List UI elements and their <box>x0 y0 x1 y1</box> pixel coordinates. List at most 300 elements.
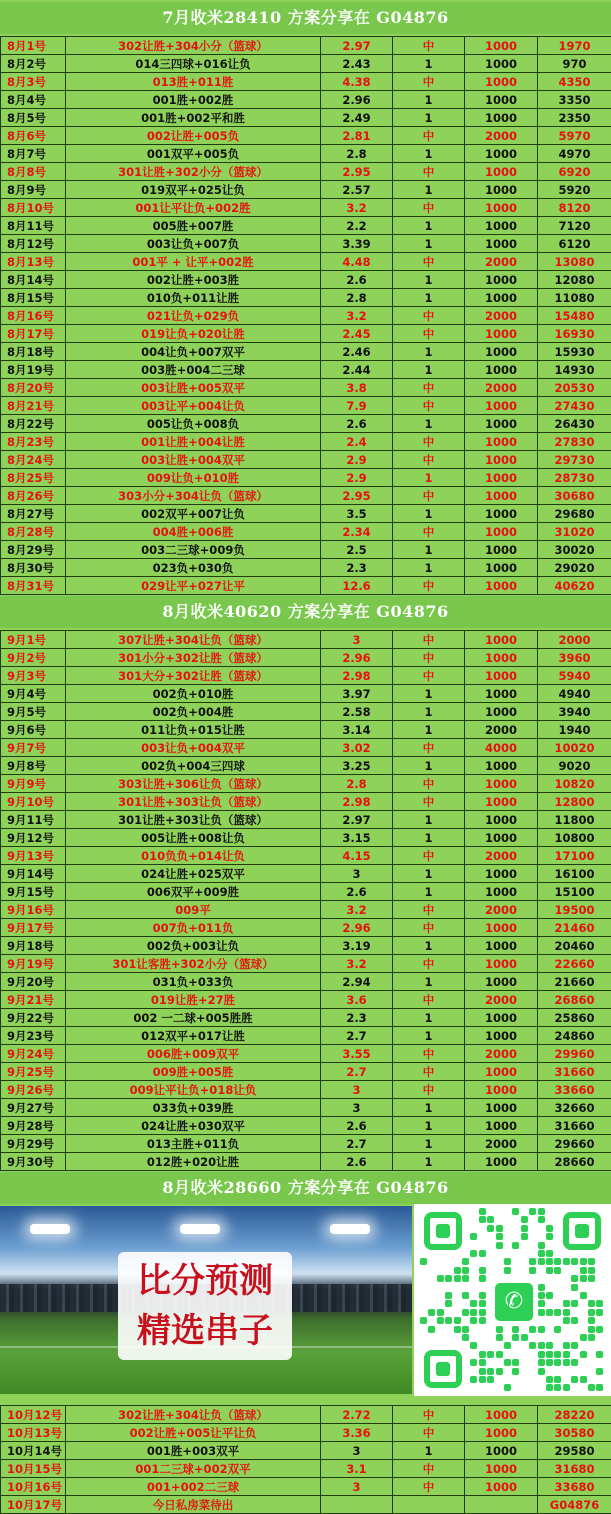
odds-cell: 2.8 <box>321 775 393 793</box>
date-cell: 9月25号 <box>1 1063 66 1081</box>
table-row <box>1 1460 611 1478</box>
stake-cell: 1000 <box>465 1117 538 1135</box>
result-cell: 1 <box>393 685 465 703</box>
date-cell: 9月1号 <box>1 631 66 649</box>
bet-cell: 009让平让负+018让负 <box>66 1081 321 1099</box>
stake-cell: 1000 <box>465 811 538 829</box>
stake-cell: 1000 <box>465 649 538 667</box>
result-cell: 中 <box>393 955 465 973</box>
bet-cell: 307让胜+304让负（篮球） <box>66 631 321 649</box>
table-row <box>1 937 611 955</box>
result-cell: 中 <box>393 163 465 181</box>
date-cell: 9月13号 <box>1 847 66 865</box>
stake-cell: 1000 <box>465 1027 538 1045</box>
odds-cell: 4.38 <box>321 73 393 91</box>
table-october <box>0 1405 611 1514</box>
table-row <box>1 361 611 379</box>
odds-cell: 3.2 <box>321 199 393 217</box>
table-row <box>1 1045 611 1063</box>
stake-cell: 1000 <box>465 217 538 235</box>
date-cell: 8月1号 <box>1 37 66 55</box>
result-cell: 中 <box>393 1045 465 1063</box>
total-cell: 2000 <box>538 631 611 649</box>
bet-cell: 003让负+007负 <box>66 235 321 253</box>
result-cell: 中 <box>393 901 465 919</box>
date-cell: 8月27号 <box>1 505 66 523</box>
result-cell: 中 <box>393 523 465 541</box>
section-title-3: 8月收米28660 方案分享在 G04876 <box>0 1172 611 1204</box>
table-row <box>1 397 611 415</box>
table-row <box>1 163 611 181</box>
total-cell: 29660 <box>538 1135 611 1153</box>
bet-cell: 002负+010胜 <box>66 685 321 703</box>
stake-cell: 1000 <box>465 325 538 343</box>
bet-cell: 301大分+302让胜（篮球） <box>66 667 321 685</box>
bet-cell: 001+002二三球 <box>66 1478 321 1496</box>
bet-cell: 024让胜+025双平 <box>66 865 321 883</box>
bet-cell: 010负+011让胜 <box>66 289 321 307</box>
date-cell: 9月11号 <box>1 811 66 829</box>
stake-cell: 1000 <box>465 289 538 307</box>
total-cell: 26430 <box>538 415 611 433</box>
total-cell: 9020 <box>538 757 611 775</box>
date-cell: 8月24号 <box>1 451 66 469</box>
total-cell: 17100 <box>538 847 611 865</box>
result-cell: 中 <box>393 433 465 451</box>
table-row <box>1 739 611 757</box>
odds-cell: 2.9 <box>321 451 393 469</box>
stake-cell: 1000 <box>465 1009 538 1027</box>
total-cell: 1940 <box>538 721 611 739</box>
odds-cell: 2.9 <box>321 469 393 487</box>
date-cell: 8月25号 <box>1 469 66 487</box>
stake-cell: 1000 <box>465 235 538 253</box>
result-cell: 1 <box>393 91 465 109</box>
result-cell: 1 <box>393 1442 465 1460</box>
result-cell: 1 <box>393 541 465 559</box>
table-row <box>1 1442 611 1460</box>
odds-cell: 3.14 <box>321 721 393 739</box>
date-cell: 8月31号 <box>1 577 66 595</box>
bet-cell: 031负+033负 <box>66 973 321 991</box>
odds-cell: 2.6 <box>321 415 393 433</box>
table-row <box>1 541 611 559</box>
bet-cell: 001让胜+004让胜 <box>66 433 321 451</box>
date-cell: 9月2号 <box>1 649 66 667</box>
bet-cell: 001平 + 让平+002胜 <box>66 253 321 271</box>
stake-cell: 1000 <box>465 883 538 901</box>
date-cell: 8月21号 <box>1 397 66 415</box>
date-cell: 8月13号 <box>1 253 66 271</box>
total-cell: 31660 <box>538 1117 611 1135</box>
table-row <box>1 667 611 685</box>
stake-cell: 1000 <box>465 55 538 73</box>
table-row <box>1 847 611 865</box>
stake-cell: 1000 <box>465 505 538 523</box>
total-cell: 2350 <box>538 109 611 127</box>
table-row <box>1 1478 611 1496</box>
table-row <box>1 775 611 793</box>
total-cell: 6120 <box>538 235 611 253</box>
odds-cell: 4.15 <box>321 847 393 865</box>
result-cell: 中 <box>393 631 465 649</box>
date-cell: 8月22号 <box>1 415 66 433</box>
result-cell: 中 <box>393 847 465 865</box>
stake-cell: 1000 <box>465 181 538 199</box>
stake-cell: 1000 <box>465 865 538 883</box>
table-row <box>1 1496 611 1514</box>
date-cell: 10月13号 <box>1 1424 66 1442</box>
bet-cell: 301让胜+303让负（篮球） <box>66 811 321 829</box>
total-cell: 5970 <box>538 127 611 145</box>
odds-cell: 3 <box>321 1081 393 1099</box>
stake-cell: 1000 <box>465 1153 538 1171</box>
odds-cell: 2.97 <box>321 37 393 55</box>
odds-cell: 2.7 <box>321 1135 393 1153</box>
stake-cell: 1000 <box>465 685 538 703</box>
total-cell: 33660 <box>538 1081 611 1099</box>
odds-cell: 2.96 <box>321 919 393 937</box>
result-cell: 1 <box>393 469 465 487</box>
stake-cell: 1000 <box>465 1406 538 1424</box>
stake-cell: 1000 <box>465 361 538 379</box>
odds-cell: 2.46 <box>321 343 393 361</box>
odds-cell: 4.48 <box>321 253 393 271</box>
stake-cell: 2000 <box>465 1045 538 1063</box>
result-cell: 中 <box>393 577 465 595</box>
table-row <box>1 271 611 289</box>
odds-cell: 2.49 <box>321 109 393 127</box>
table-row <box>1 181 611 199</box>
date-cell: 10月12号 <box>1 1406 66 1424</box>
result-cell: 中 <box>393 307 465 325</box>
table-row <box>1 559 611 577</box>
total-cell: 20530 <box>538 379 611 397</box>
promo-line-2: 精选串子 <box>137 1311 273 1351</box>
bet-cell: 002让胜+005让平让负 <box>66 1424 321 1442</box>
table-row <box>1 91 611 109</box>
date-cell: 8月14号 <box>1 271 66 289</box>
total-cell: 31660 <box>538 1063 611 1081</box>
stadium-image <box>0 1206 412 1394</box>
odds-cell: 2.58 <box>321 703 393 721</box>
result-cell: 1 <box>393 505 465 523</box>
date-cell: 10月14号 <box>1 1442 66 1460</box>
bet-cell: 001让平让负+002胜 <box>66 199 321 217</box>
total-cell: 27830 <box>538 433 611 451</box>
result-cell: 中 <box>393 919 465 937</box>
bet-cell: 012双平+017让胜 <box>66 1027 321 1045</box>
odds-cell: 2.8 <box>321 145 393 163</box>
total-cell: 10820 <box>538 775 611 793</box>
total-cell: 28220 <box>538 1406 611 1424</box>
bet-cell: 003让平+004让负 <box>66 397 321 415</box>
stake-cell: 1000 <box>465 775 538 793</box>
bet-cell: 004胜+006胜 <box>66 523 321 541</box>
result-cell: 1 <box>393 289 465 307</box>
stake-cell: 1000 <box>465 1081 538 1099</box>
bet-cell: 013胜+011胜 <box>66 73 321 91</box>
table-row <box>1 649 611 667</box>
result-cell: 中 <box>393 793 465 811</box>
section-title-2: 8月收米40620 方案分享在 G04876 <box>0 596 611 628</box>
table-row <box>1 1117 611 1135</box>
table-row <box>1 631 611 649</box>
odds-cell: 2.57 <box>321 181 393 199</box>
total-cell: 6920 <box>538 163 611 181</box>
odds-cell: 3 <box>321 1442 393 1460</box>
bet-cell: 014三四球+016让负 <box>66 55 321 73</box>
total-cell: 28660 <box>538 1153 611 1171</box>
date-cell: 8月4号 <box>1 91 66 109</box>
result-cell: 1 <box>393 145 465 163</box>
bet-cell: 301让胜+303让负（篮球） <box>66 793 321 811</box>
table-row <box>1 577 611 595</box>
odds-cell: 3.2 <box>321 955 393 973</box>
result-cell: 1 <box>393 829 465 847</box>
table-row <box>1 883 611 901</box>
result-cell: 1 <box>393 181 465 199</box>
table-row <box>1 523 611 541</box>
result-cell: 1 <box>393 883 465 901</box>
result-cell: 中 <box>393 199 465 217</box>
bet-cell: 301小分+302让胜（篮球） <box>66 649 321 667</box>
date-cell: 9月24号 <box>1 1045 66 1063</box>
odds-cell: 2.4 <box>321 433 393 451</box>
bet-cell: 002让胜+003胜 <box>66 271 321 289</box>
result-cell <box>393 1496 465 1514</box>
stake-cell: 1000 <box>465 523 538 541</box>
result-cell: 中 <box>393 1424 465 1442</box>
total-cell: 7120 <box>538 217 611 235</box>
total-cell: 14930 <box>538 361 611 379</box>
stake-cell: 1000 <box>465 487 538 505</box>
table-row <box>1 73 611 91</box>
date-cell: 9月10号 <box>1 793 66 811</box>
odds-cell: 3.1 <box>321 1460 393 1478</box>
result-cell: 中 <box>393 1081 465 1099</box>
stake-cell: 2000 <box>465 721 538 739</box>
total-cell: 11080 <box>538 289 611 307</box>
result-cell: 1 <box>393 937 465 955</box>
result-cell: 中 <box>393 73 465 91</box>
total-cell: 32660 <box>538 1099 611 1117</box>
total-cell: 33680 <box>538 1478 611 1496</box>
date-cell: 10月15号 <box>1 1460 66 1478</box>
result-cell: 中 <box>393 451 465 469</box>
date-cell: 8月18号 <box>1 343 66 361</box>
total-cell: 26860 <box>538 991 611 1009</box>
section-title-1: 7月收米28410 方案分享在 G04876 <box>0 2 611 34</box>
odds-cell: 3 <box>321 865 393 883</box>
stake-cell: 1000 <box>465 1478 538 1496</box>
bet-cell: 302让胜+304小分（篮球） <box>66 37 321 55</box>
bet-cell: 001胜+003双平 <box>66 1442 321 1460</box>
date-cell: 9月8号 <box>1 757 66 775</box>
bet-cell: 024让胜+030双平 <box>66 1117 321 1135</box>
stake-cell: 1000 <box>465 955 538 973</box>
table-row <box>1 1081 611 1099</box>
table-row <box>1 109 611 127</box>
bet-cell: 021让负+029负 <box>66 307 321 325</box>
odds-cell: 2.6 <box>321 883 393 901</box>
result-cell: 1 <box>393 343 465 361</box>
promo-line-1: 比分预测 <box>137 1261 273 1301</box>
bet-cell: 010负负+014让负 <box>66 847 321 865</box>
stake-cell: 1000 <box>465 451 538 469</box>
total-cell: 4350 <box>538 73 611 91</box>
total-cell: 10800 <box>538 829 611 847</box>
odds-cell: 2.95 <box>321 163 393 181</box>
bet-cell: 006胜+009双平 <box>66 1045 321 1063</box>
bet-cell: 005让负+008负 <box>66 415 321 433</box>
result-cell: 1 <box>393 55 465 73</box>
stake-cell: 4000 <box>465 739 538 757</box>
table-row <box>1 721 611 739</box>
stake-cell: 2000 <box>465 127 538 145</box>
date-cell: 8月9号 <box>1 181 66 199</box>
bet-cell: 007负+011负 <box>66 919 321 937</box>
odds-cell: 3.6 <box>321 991 393 1009</box>
stake-cell: 1000 <box>465 91 538 109</box>
table-row <box>1 145 611 163</box>
odds-cell: 3.15 <box>321 829 393 847</box>
bet-cell: 005让胜+008让负 <box>66 829 321 847</box>
date-cell: 9月21号 <box>1 991 66 1009</box>
table-row <box>1 1027 611 1045</box>
result-cell: 中 <box>393 325 465 343</box>
bet-cell: 011让负+015让胜 <box>66 721 321 739</box>
table-row <box>1 1063 611 1081</box>
table-row <box>1 487 611 505</box>
bet-cell: 002负+004三四球 <box>66 757 321 775</box>
odds-cell: 2.6 <box>321 1153 393 1171</box>
stake-cell: 1000 <box>465 757 538 775</box>
stake-cell: 1000 <box>465 397 538 415</box>
bet-cell: 009平 <box>66 901 321 919</box>
total-cell: 11800 <box>538 811 611 829</box>
odds-cell: 3.2 <box>321 901 393 919</box>
stake-cell: 1000 <box>465 667 538 685</box>
bet-cell: 303小分+304让负（篮球） <box>66 487 321 505</box>
table-row <box>1 919 611 937</box>
stake-cell: 2000 <box>465 379 538 397</box>
bet-cell: 004让负+007双平 <box>66 343 321 361</box>
total-cell: 29960 <box>538 1045 611 1063</box>
result-cell: 1 <box>393 109 465 127</box>
bet-cell: 001双平+005负 <box>66 145 321 163</box>
stake-cell: 1000 <box>465 199 538 217</box>
total-cell: 24860 <box>538 1027 611 1045</box>
table-row <box>1 757 611 775</box>
date-cell: 9月20号 <box>1 973 66 991</box>
odds-cell: 2.5 <box>321 541 393 559</box>
total-cell: 29730 <box>538 451 611 469</box>
table-row <box>1 1424 611 1442</box>
result-cell: 中 <box>393 649 465 667</box>
stake-cell: 1000 <box>465 37 538 55</box>
date-cell: 9月18号 <box>1 937 66 955</box>
total-cell: 40620 <box>538 577 611 595</box>
total-cell: 28730 <box>538 469 611 487</box>
total-cell: 4970 <box>538 145 611 163</box>
bet-cell: 今日私房菜待出 <box>66 1496 321 1514</box>
date-cell: 8月3号 <box>1 73 66 91</box>
table-row <box>1 325 611 343</box>
table-september <box>0 630 611 1171</box>
date-cell: 9月19号 <box>1 955 66 973</box>
result-cell: 1 <box>393 1117 465 1135</box>
total-cell: 15480 <box>538 307 611 325</box>
total-cell: 970 <box>538 55 611 73</box>
date-cell: 8月8号 <box>1 163 66 181</box>
stake-cell: 2000 <box>465 847 538 865</box>
stake-cell: 1000 <box>465 703 538 721</box>
bet-cell: 003让胜+004双平 <box>66 451 321 469</box>
total-cell: 3940 <box>538 703 611 721</box>
date-cell: 10月16号 <box>1 1478 66 1496</box>
total-cell: G04876 <box>538 1496 611 1514</box>
date-cell: 9月9号 <box>1 775 66 793</box>
odds-cell: 2.72 <box>321 1406 393 1424</box>
result-cell: 中 <box>393 487 465 505</box>
result-cell: 中 <box>393 1406 465 1424</box>
odds-cell: 2.95 <box>321 487 393 505</box>
bet-cell: 002让胜+005负 <box>66 127 321 145</box>
stake-cell: 1000 <box>465 469 538 487</box>
bet-cell: 003胜+004二三球 <box>66 361 321 379</box>
result-cell: 1 <box>393 361 465 379</box>
result-cell: 中 <box>393 1478 465 1496</box>
table-row <box>1 433 611 451</box>
table-row <box>1 307 611 325</box>
date-cell: 9月14号 <box>1 865 66 883</box>
odds-cell: 2.98 <box>321 793 393 811</box>
odds-cell: 3 <box>321 1478 393 1496</box>
result-cell: 1 <box>393 217 465 235</box>
result-cell: 中 <box>393 667 465 685</box>
stake-cell: 2000 <box>465 1135 538 1153</box>
table-row <box>1 685 611 703</box>
qr-code[interactable] <box>414 1204 611 1396</box>
table-row <box>1 955 611 973</box>
date-cell: 9月17号 <box>1 919 66 937</box>
bet-cell: 001二三球+002双平 <box>66 1460 321 1478</box>
date-cell: 8月15号 <box>1 289 66 307</box>
total-cell: 16930 <box>538 325 611 343</box>
result-cell: 中 <box>393 37 465 55</box>
result-cell: 中 <box>393 127 465 145</box>
date-cell: 9月23号 <box>1 1027 66 1045</box>
table-row <box>1 811 611 829</box>
total-cell: 8120 <box>538 199 611 217</box>
table-row <box>1 1009 611 1027</box>
odds-cell: 3.36 <box>321 1424 393 1442</box>
stake-cell: 1000 <box>465 1424 538 1442</box>
table-row <box>1 991 611 1009</box>
stake-cell: 1000 <box>465 937 538 955</box>
odds-cell: 2.6 <box>321 1117 393 1135</box>
date-cell: 8月12号 <box>1 235 66 253</box>
stake-cell: 1000 <box>465 1442 538 1460</box>
date-cell: 9月30号 <box>1 1153 66 1171</box>
bet-cell: 023负+030负 <box>66 559 321 577</box>
date-cell: 8月16号 <box>1 307 66 325</box>
odds-cell: 3 <box>321 631 393 649</box>
date-cell: 8月7号 <box>1 145 66 163</box>
result-cell: 1 <box>393 1009 465 1027</box>
date-cell: 8月26号 <box>1 487 66 505</box>
